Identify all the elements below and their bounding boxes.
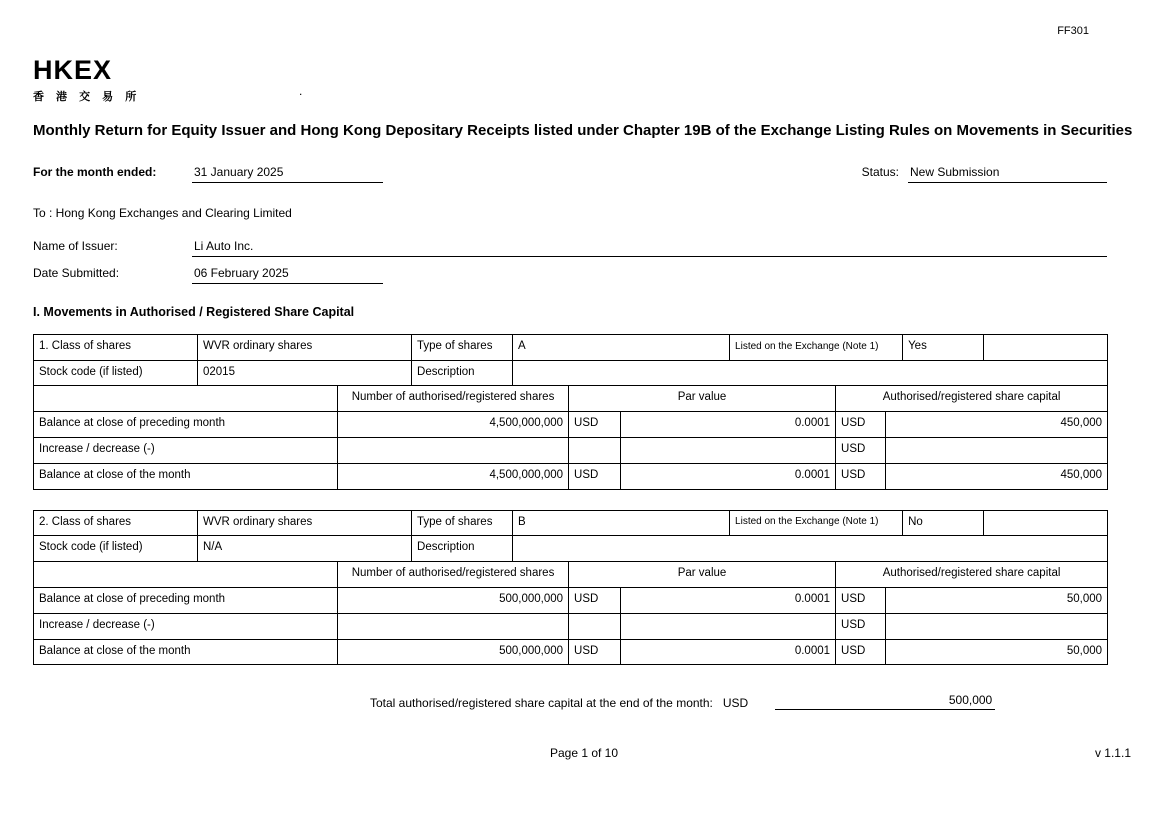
total-row — [370, 693, 1135, 710]
par-value: 0.0001 — [621, 587, 836, 613]
issuer-value: Li Auto Inc. — [192, 239, 1107, 257]
share-class-table-2 — [33, 510, 1108, 666]
row-label: Increase / decrease (-) — [34, 613, 338, 639]
table-row — [34, 386, 1108, 412]
to-line: To : Hong Kong Exchanges and Clearing Limited — [33, 205, 292, 220]
row-label: Balance at close of the month — [34, 639, 338, 665]
issuer-label: Name of Issuer: — [33, 238, 118, 253]
row-label: Increase / decrease (-) — [34, 437, 338, 463]
class-of-shares-label: 1. Class of shares — [34, 334, 198, 360]
class-of-shares-value: WVR ordinary shares — [198, 510, 412, 536]
col-header-shares: Number of authorised/registered shares — [338, 562, 569, 588]
col-header-capital: Authorised/registered share capital — [836, 386, 1108, 412]
col-header-par-value: Par value — [569, 562, 836, 588]
capital-value — [886, 613, 1108, 639]
table-row — [34, 334, 1108, 360]
issuer-row — [33, 239, 1107, 257]
date-submitted-row — [33, 266, 1107, 284]
table-row — [34, 587, 1108, 613]
total-label: Total authorised/registered share capital at the end of the month: — [370, 696, 713, 711]
par-currency: USD — [569, 587, 621, 613]
par-value — [621, 613, 836, 639]
table-row — [34, 562, 1108, 588]
col-header-par-value: Par value — [569, 386, 836, 412]
form-code: FF301 — [1057, 25, 1089, 37]
total-currency: USD — [722, 696, 749, 711]
table-row — [34, 613, 1108, 639]
page-title: Monthly Return for Equity Issuer and Hong Kong Depositary Receipts listed under Chapter 19B of the Exchange Listing Rules on Movements in Securities — [33, 122, 1133, 139]
class-of-shares-label: 2. Class of shares — [34, 510, 198, 536]
shares-value: 500,000,000 — [338, 587, 569, 613]
version-label: v 1.1.1 — [1094, 746, 1131, 761]
hkex-logo — [33, 0, 1135, 104]
type-of-shares-value: B — [513, 510, 730, 536]
status-value: New Submission — [908, 165, 1107, 183]
shares-value: 500,000,000 — [338, 639, 569, 665]
empty-cell — [984, 334, 1108, 360]
status-label: Status: — [861, 164, 899, 179]
type-of-shares-label: Type of shares — [412, 510, 513, 536]
capital-value: 50,000 — [886, 639, 1108, 665]
page-footer — [33, 746, 1135, 761]
par-currency: USD — [569, 463, 621, 489]
description-value — [513, 360, 1108, 386]
capital-currency: USD — [836, 412, 886, 438]
table-row — [34, 536, 1108, 562]
stock-code-value: N/A — [198, 536, 412, 562]
section-heading: I. Movements in Authorised / Registered Share Capital — [33, 304, 355, 319]
description-value — [513, 536, 1108, 562]
capital-value — [886, 437, 1108, 463]
par-value: 0.0001 — [621, 639, 836, 665]
hkex-logo-chinese: 香 港 交 易 所 — [33, 91, 141, 103]
capital-value: 450,000 — [886, 412, 1108, 438]
shares-value — [338, 437, 569, 463]
share-class-table-1 — [33, 334, 1108, 490]
month-ended-label: For the month ended: — [33, 164, 157, 179]
table-row — [34, 437, 1108, 463]
capital-value: 450,000 — [886, 463, 1108, 489]
type-of-shares-value: A — [513, 334, 730, 360]
empty-cell — [34, 562, 338, 588]
col-header-capital: Authorised/registered share capital — [836, 562, 1108, 588]
hkex-logo-text: HKEX — [33, 55, 113, 85]
table-row — [34, 639, 1108, 665]
par-currency: USD — [569, 639, 621, 665]
listed-on-exchange-label: Listed on the Exchange (Note 1) — [730, 510, 903, 536]
listed-on-exchange-label: Listed on the Exchange (Note 1) — [730, 334, 903, 360]
row-label: Balance at close of preceding month — [34, 412, 338, 438]
row-label: Balance at close of preceding month — [34, 587, 338, 613]
date-submitted-value: 06 February 2025 — [192, 266, 383, 284]
class-of-shares-value: WVR ordinary shares — [198, 334, 412, 360]
capital-currency: USD — [836, 639, 886, 665]
table-row — [34, 463, 1108, 489]
month-ended-value: 31 January 2025 — [192, 165, 383, 183]
shares-value: 4,500,000,000 — [338, 412, 569, 438]
month-ended-row — [33, 165, 1107, 183]
table-row — [34, 510, 1108, 536]
capital-value: 50,000 — [886, 587, 1108, 613]
capital-currency: USD — [836, 613, 886, 639]
description-label: Description — [412, 536, 513, 562]
par-value — [621, 437, 836, 463]
capital-currency: USD — [836, 463, 886, 489]
par-currency — [569, 613, 621, 639]
col-header-shares: Number of authorised/registered shares — [338, 386, 569, 412]
table-row — [34, 412, 1108, 438]
listed-on-exchange-value: No — [903, 510, 984, 536]
shares-value — [338, 613, 569, 639]
par-currency — [569, 437, 621, 463]
capital-currency: USD — [836, 587, 886, 613]
empty-cell — [34, 386, 338, 412]
par-value: 0.0001 — [621, 412, 836, 438]
par-currency: USD — [569, 412, 621, 438]
par-value: 0.0001 — [621, 463, 836, 489]
stock-code-label: Stock code (if listed) — [34, 360, 198, 386]
listed-on-exchange-value: Yes — [903, 334, 984, 360]
stock-code-value: 02015 — [198, 360, 412, 386]
capital-currency: USD — [836, 437, 886, 463]
stray-dot: . — [299, 84, 303, 98]
stock-code-label: Stock code (if listed) — [34, 536, 198, 562]
type-of-shares-label: Type of shares — [412, 334, 513, 360]
shares-value: 4,500,000,000 — [338, 463, 569, 489]
empty-cell — [984, 510, 1108, 536]
description-label: Description — [412, 360, 513, 386]
total-value: 500,000 — [775, 693, 995, 710]
row-label: Balance at close of the month — [34, 463, 338, 489]
date-submitted-label: Date Submitted: — [33, 265, 120, 280]
page-indicator: Page 1 of 10 — [549, 746, 619, 761]
table-row — [34, 360, 1108, 386]
